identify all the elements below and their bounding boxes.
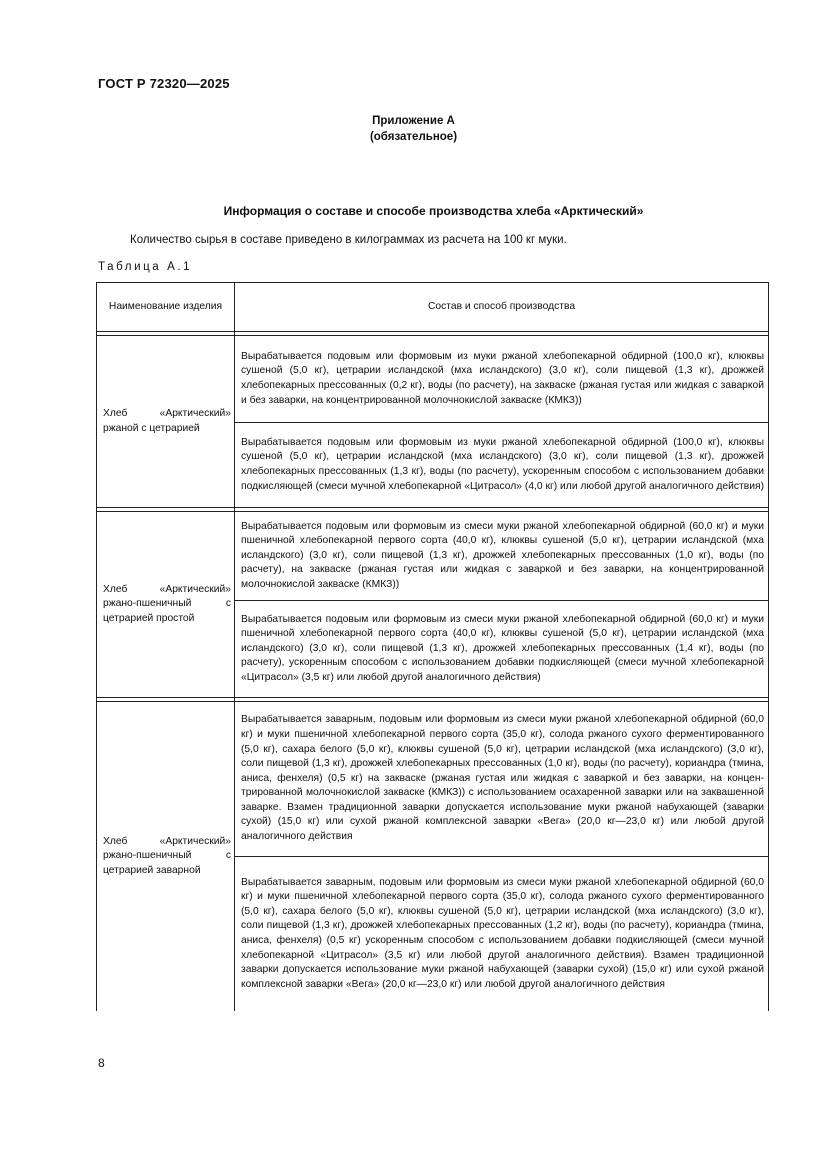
header-product-name: Наименование изделия bbox=[97, 283, 235, 332]
section-title: Информация о составе и способе производства хлеба «Арктический» bbox=[223, 204, 644, 218]
product-name-line: ржано-пшеничный с bbox=[103, 850, 231, 862]
product-name-line: ржаной с цетрарией bbox=[103, 422, 200, 434]
composition-cell: Вырабатывается подовым или формовым из смеси муки ржаной хлебопекарной обдирной (60,0 кг) и муки пшеничной хлебопекарной первого сорта (40,0 кг), клюквы сушеной (5,0 кг), цетрарии исландской (мха исландского) (3,0 кг), соли пищевой (1,3 кг), дрожжей хлебопекарных прессованных (1,0 кг), воды (по расчету), на закваске (ржаная густая или жидкая с заваркой и без заварки, на концентрированной молочнокислой закваске (КМКЗ)) bbox=[235, 512, 769, 601]
appendix-heading bbox=[0, 113, 827, 145]
appendix-status: (обязательное) bbox=[369, 131, 458, 143]
product-name-cell bbox=[97, 702, 235, 1012]
product-name-line: Хлеб «Арктический» bbox=[103, 583, 231, 595]
product-name-line: цетрарией простой bbox=[103, 612, 195, 624]
composition-cell: Вырабатывается подовым или формовым из муки ржаной хлебопекарной обдирной (100,0 кг), клюквы сушеной (5,0 кг), цетрарии исландской (мха исландского) (3,0 кг), соли пищевой (1,3 кг), дрожжей хлебопекарных прессованных (0,2 кг), воды (по расчету), на закваске (ржаная густая или жидкая с заваркой и без заварки, на концентрированной молочнокислой закваске (КМКЗ)) bbox=[235, 336, 769, 423]
page-number: 8 bbox=[98, 1056, 105, 1070]
product-name-line: Хлеб «Арктический» bbox=[103, 407, 231, 419]
composition-table bbox=[96, 282, 769, 1011]
composition-cell: Вырабатывается заварным, подовым или формовым из смеси муки ржаной хлебопекарной обдирной (60,0 кг) и муки пшеничной хлебопекарной первого сорта (35,0 кг), солода ржаного сухого ферментированного (5,0 кг), сахара белого (5,0 кг), клюквы сушеной (5,0 кг), цетрарии исландской (мха исландского) (3,0 кг), соли пищевой (1,3 кг), дрожжей хлебопекарных прессованных (1,0 кг), воды (по расчету), кориандра (тмина, аниса, фенхеля) (0,5 кг) на закваске (ржаная густая или жидкая с заваркой и без заварки, на концентрированной молочнокислой закваске (КМКЗ)) с использованием осахаренной заварки или на заквашенной заварке. Взамен традиционной заварки допускается использование муки ржаной набухающей (заварки сухой) (15,0 кг) или сухой ржаной комплексной заварки «Вега» (20,0 кг—23,0 кг) или любой другой аналогичного действия bbox=[235, 702, 769, 857]
table-label: Таблица А.1 bbox=[98, 261, 193, 273]
quantity-note: Количество сырья в составе приведено в килограммах из расчета на 100 кг муки. bbox=[130, 234, 567, 246]
product-name-cell bbox=[97, 512, 235, 698]
composition-cell: Вырабатывается подовым или формовым из муки ржаной хлебопекарной обдирной (100,0 кг), клюквы сушеной (5,0 кг), цетрарии исландской (мха исландского) (3,0 кг), соли пищевой (1,3 кг), дрожжей хлебопекарных прессованных (1,3 кг), воды (по расчету), ускоренным способом с использованием добавки подкисляющей (смеси мучной хлебопекарной «Цитрасол» (4,0 кг) или любой другой аналогичного действия) bbox=[235, 423, 769, 508]
product-name-line: цетрарией заварной bbox=[103, 864, 201, 876]
table-row bbox=[97, 336, 769, 423]
product-name-line: ржано-пшеничный с bbox=[103, 598, 231, 610]
header-composition: Состав и способ производства bbox=[235, 283, 769, 332]
table-row bbox=[97, 702, 769, 857]
document-id: ГОСТ Р 72320—2025 bbox=[98, 76, 230, 91]
composition-cell: Вырабатывается заварным, подовым или формовым из смеси муки ржаной хлебопекарной обдирной (60,0 кг) и муки пшеничной хлебопекарной первого сорта (35,0 кг), солода ржаного сухого ферментированного (5,0 кг), сахара белого (5,0 кг), клюквы сушеной (5,0 кг), цетрарии исландской (мха исландского) (3,0 кг), соли пищевой (1,3 кг), дрожжей хлебопекарных прессованных (1,2 кг), воды (по расчету), кориандра (тмина, аниса, фенхеля) (0,5 кг) ускоренным способом с использованием добавки подкисляющей (смеси мучной хлебопекарной «Цитрасол» (3,5 кг) или любой другой аналогичного действия). Взамен традиционной заварки допускается использование муки ржаной набухающей (заварки сухой) (15,0 кг) или сухой ржаной комплексной заварки «Вега» (20,0 кг—23,0 кг) или любой другой аналогичного действия bbox=[235, 857, 769, 1012]
product-name-line: Хлеб «Арктический» bbox=[103, 835, 231, 847]
table-row bbox=[97, 512, 769, 601]
product-name-cell bbox=[97, 336, 235, 508]
appendix-title: Приложение А bbox=[372, 115, 455, 127]
composition-cell: Вырабатывается подовым или формовым из смеси муки ржаной хлебопекарной обдирной (60,0 кг) и муки пшеничной хлебопекарной первого сорта (40,0 кг), клюквы сушеной (5,0 кг), цетрарии исландской (мха исландского) (3,0 кг), соли пищевой (1,3 кг), дрожжей хлебопекарных прессованных (1,4 кг), воды (по расчету), ускоренным способом с использованием добавки подкисляющей (смеси мучной хлебопекарной «Цитрасол» (3,5 кг) или любой другой аналогичного действия) bbox=[235, 601, 769, 698]
table-header-row bbox=[97, 283, 769, 332]
